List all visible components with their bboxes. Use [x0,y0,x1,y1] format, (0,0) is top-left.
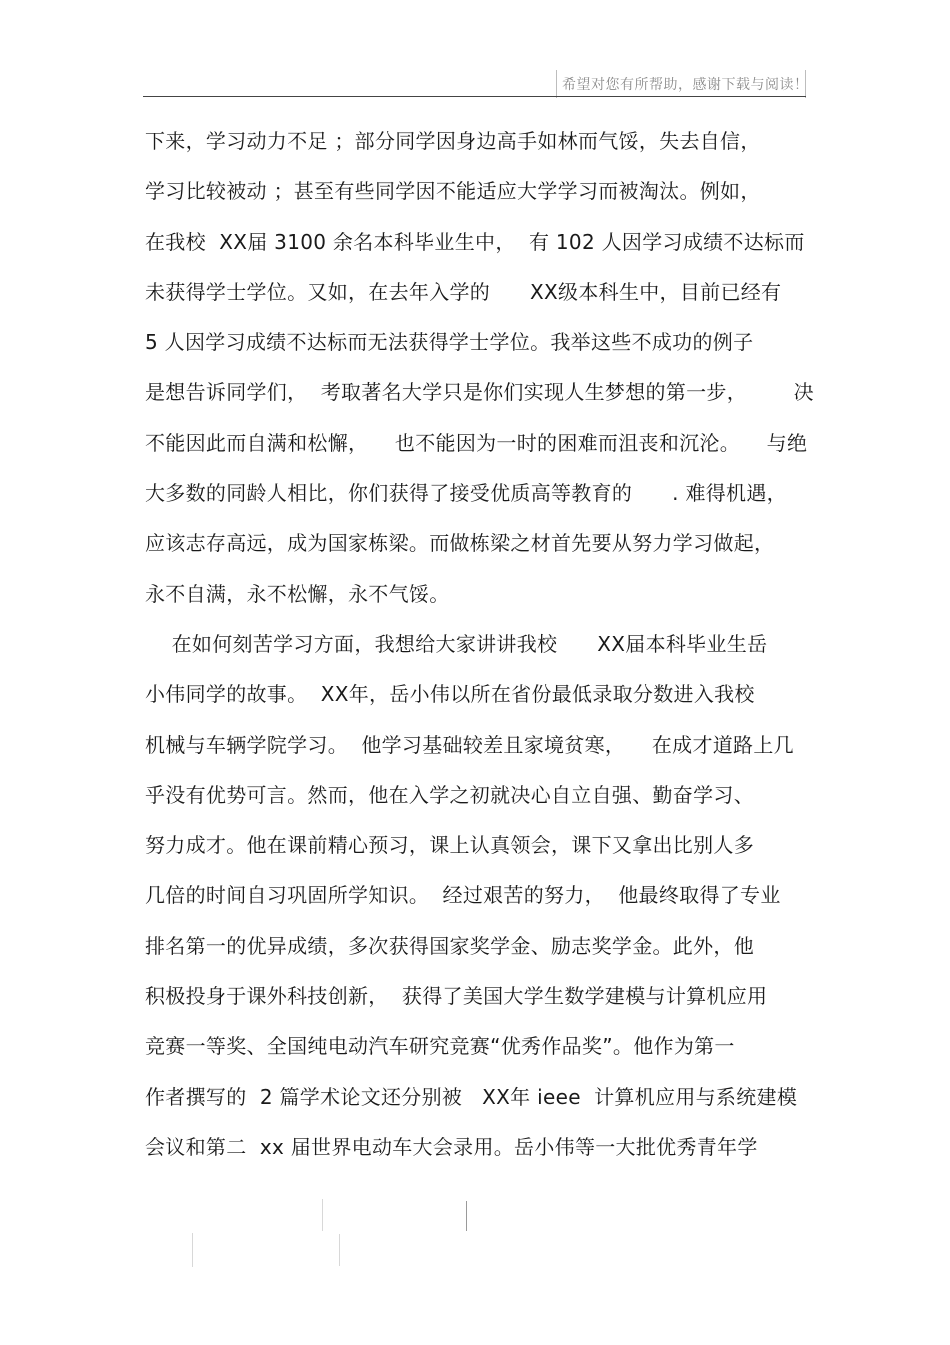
text-line: 努力成才。他在课前精心预习，课上认真领会，课下又拿出比别人多 [145,833,754,858]
text-line: 大多数的同龄人相比，你们获得了接受优质高等教育的 . 难得机遇， [145,481,787,506]
header-divider [143,96,806,97]
text-line: 在如何刻苦学习方面，我想给大家讲讲我校 XX届本科毕业生岳 [145,631,768,656]
text-line: 排名第一的优异成绩，多次获得国家奖学金、励志奖学金。此外，他 [145,933,754,958]
text-line: 是想告诉同学们， 考取著名大学只是你们实现人生梦想的第一步， 决 [145,380,814,405]
text-line: 学习比较被动 ；甚至有些同学因不能适应大学学习而被淘汰。例如， [145,179,761,204]
scan-artifact-line [192,1233,193,1267]
header-banner-text: 希望对您有所帮助，感谢下载与阅读！ [562,77,809,93]
text-line: 应该志存高远，成为国家栋梁。而做栋梁之材首先要从努力学习做起， [145,531,775,556]
text-line: 积极投身于课外科技创新， 获得了美国大学生数学建模与计算机应用 [145,984,768,1009]
text-line: 会议和第二 xx 届世界电动车大会录用。岳小伟等一大批优秀青年学 [145,1134,758,1159]
scan-artifact-line [466,1201,467,1231]
text-line: 永不自满，永不松懈，永不气馁。 [145,581,450,606]
scan-artifact-line [339,1234,340,1266]
text-line: 几倍的时间自习巩固所学知识。 经过艰苦的努力， 他最终取得了专业 [145,883,781,908]
text-line: 在我校 XX届 3100 余名本科毕业生中， 有 102 人因学习成绩不达标而 [145,229,805,254]
text-line: 下来，学习动力不足 ；部分同学因身边高手如林而气馁，失去自信， [145,129,761,153]
scan-artifact-line [322,1199,323,1231]
text-line: 乎没有优势可言。然而，他在入学之初就决心自立自强、勤奋学习、 [145,782,754,807]
text-line: 不能因此而自满和松懈， 也不能因为一时的困难而沮丧和沉沦。 与绝 [145,430,808,455]
text-line: 机械与车辆学院学习。 他学习基础较差且家境贫寒， 在成才道路上几 [145,732,794,757]
text-line: 竞赛一等奖、全国纯电动汽车研究竞赛“优秀作品奖”。他作为第一 [145,1034,735,1059]
text-line: 作者撰写的 2 篇学术论文还分别被 XX年 ieee 计算机应用与系统建模 [145,1084,798,1109]
text-line: 小伟同学的故事。 XX年，岳小伟以所在省份最低录取分数进入我校 [145,682,755,707]
text-line: 未获得学士学位。又如，在去年入学的 XX级本科生中，目前已经有 [145,279,782,304]
text-line: 5 人因学习成绩不达标而无法获得学士学位。我举这些不成功的例子 [145,330,754,355]
body-text [145,124,814,1180]
